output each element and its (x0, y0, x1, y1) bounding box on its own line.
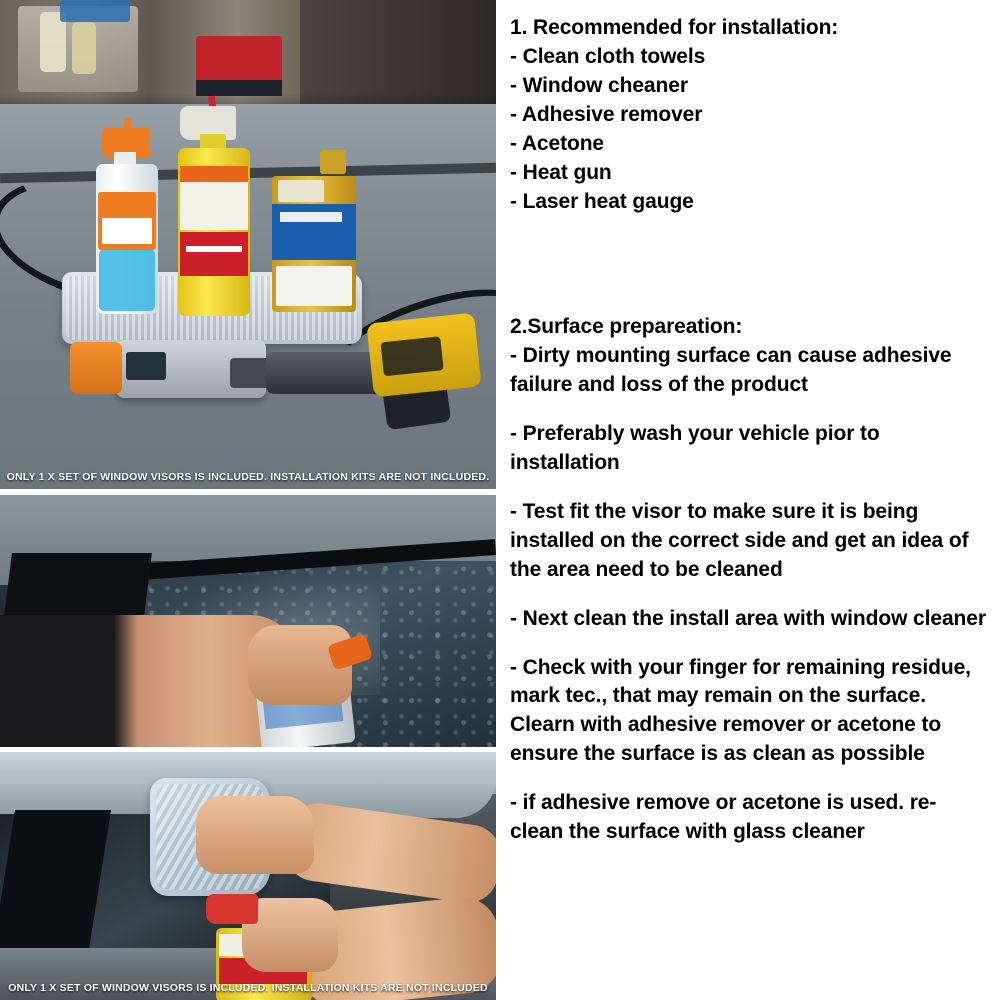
section-2-paragraph-5: - Check with your finger for remaining residue, mark tec., that may remain on the surface. Clearn with adhesive remover or acetone to ensure the surface is as clean as possible (510, 655, 971, 766)
photo-wiping-window (0, 752, 496, 1000)
photo-spraying-window (0, 495, 496, 747)
bottle-label (98, 192, 156, 250)
garage-background (0, 0, 496, 112)
spray-trigger (206, 894, 258, 924)
section-2-paragraph-6: - if adhesive remove or acetone is used. re-clean the surface with glass cleaner (510, 791, 937, 844)
label-white-panel (180, 182, 248, 230)
heat-gun-barrel (266, 352, 386, 394)
instructions-column (496, 0, 1000, 1000)
spray-bottle-home-depot (96, 122, 158, 314)
section-2-paragraph-3: - Test fit the visor to make sure it is being installed on the correct side and get an idea of the area need to be cleaned (510, 499, 969, 581)
label-orange-band (180, 166, 248, 182)
section-1-item-4: - Acetone (510, 131, 604, 155)
photo-caption: ONLY 1 X SET OF WINDOW VISORS IS INCLUDED. INSTALLATION KITS ARE NOT INCLUDED. (6, 471, 490, 483)
red-toolbox (196, 36, 282, 82)
blue-box (60, 0, 130, 22)
section-spacer (510, 217, 986, 313)
section-2-paragraph-4: - Next clean the install area with window cleaner (510, 606, 986, 630)
section-1-item-6: - Laser heat gauge (510, 189, 694, 213)
label-red-panel (180, 232, 248, 276)
bottle-liquid (99, 249, 155, 311)
acetone-blue-label (272, 204, 356, 260)
acetone-can (272, 160, 356, 312)
section-1-heading: 1. Recommended for installation: (510, 16, 839, 39)
photo-column (0, 0, 496, 1000)
section-1-item-2: - Window cheaner (510, 73, 688, 97)
section-2-heading: 2.Surface prepareation: (510, 314, 743, 338)
hand-holding-towel (196, 796, 314, 874)
gauge-display (126, 352, 166, 380)
section-2 (510, 313, 986, 848)
section-1-item-5: - Heat gun (510, 160, 612, 184)
section-1 (510, 14, 986, 217)
section-2-paragraph-1: - Dirty mounting surface can cause adhesive failure and loss of the product (510, 343, 952, 396)
photo-tools-on-car-roof (0, 0, 496, 489)
garage-shadow (300, 0, 496, 110)
paragraph-spacer (510, 478, 986, 498)
heat-gun-body (366, 313, 481, 398)
paragraph-spacer (510, 634, 986, 654)
photo-caption: ONLY 1 X SET OF WINDOW VISORS IS INCLUDED. INSTALLATION KITS ARE NOT INCLUDED (8, 982, 488, 994)
gauge-grip (70, 342, 122, 394)
heat-gun (266, 318, 486, 430)
shelf-bottle-b (72, 22, 96, 74)
toolbox-base (196, 80, 282, 96)
paragraph-spacer (510, 769, 986, 789)
can-cap (320, 150, 346, 174)
paragraph-spacer (510, 585, 986, 605)
section-1-item-1: - Clean cloth towels (510, 44, 706, 68)
klean-strip-logo (278, 180, 324, 202)
section-1-item-3: - Adhesive remover (510, 102, 703, 126)
section-2-paragraph-2: - Preferably wash your vehicle pior to installation (510, 421, 880, 474)
paragraph-spacer (510, 400, 986, 420)
goof-off-bottle (178, 98, 250, 316)
can-white-panel (276, 266, 352, 306)
